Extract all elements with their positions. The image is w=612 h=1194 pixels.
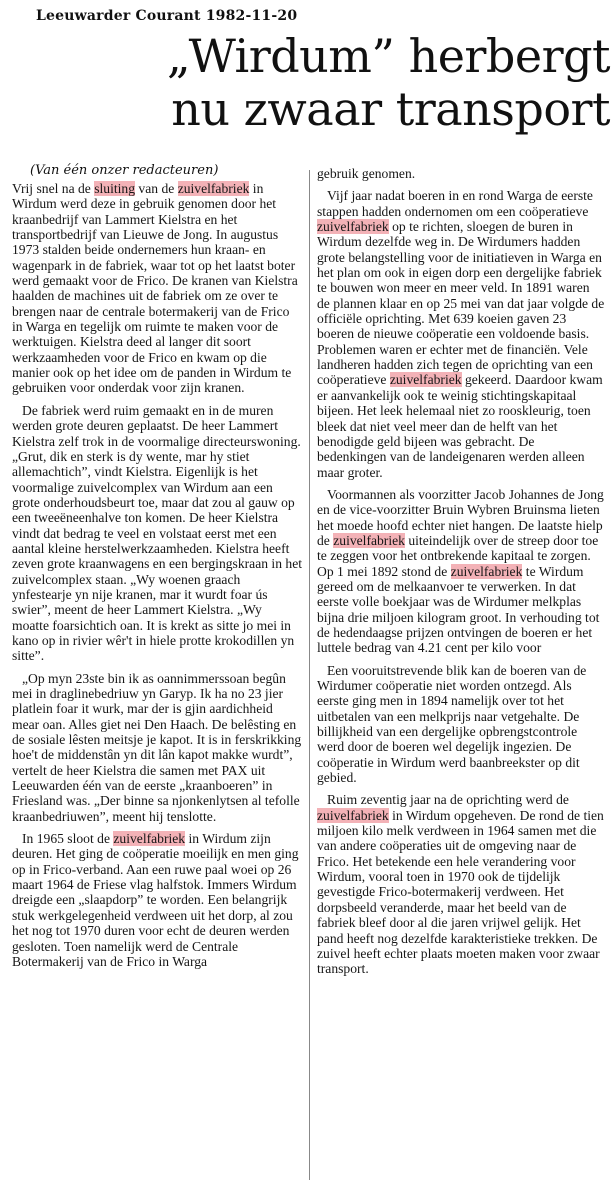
highlighted-term: zuivelfabriek: [450, 563, 523, 579]
highlighted-term: zuivelfabriek: [317, 219, 389, 235]
paragraph: Een vooruitstrevende blik kan de boeren van de Wirdumer coöperatie niet worden ontzegd. Als eerste ging men in 1894 namelijk over tot het uitbetalen van een melkprijs naar vetgehalte. De billijkheid van een dergelijke opbrengstcontrole werd door de boeren wel degelijk ingezien. De coöperatie in Wirdum werd baanbreekster op dit gebied.: [317, 662, 587, 786]
left-column: [12, 181, 302, 976]
highlighted-term: zuivelfabriek: [113, 831, 186, 847]
column-divider: [309, 170, 310, 1180]
paragraph: gebruik genomen.: [317, 166, 416, 181]
highlighted-term: zuivelfabriek: [389, 372, 462, 388]
paragraph: Vijf jaar nadat boeren in en rond Warga de eerste stappen hadden ondernomen om een coöperatieve zuivelfabriek op te richten, sloegen de buren in Wirdum dezelfde weg in. De Wirdumers hadden grote belangstelling voor de initiatieven in Warga en het plan om ook in eigen dorp een dergelijke fabriek te bouwen won meer en meer veld. In 1891 waren de plannen klaar en op 25 mei van dat jaar volgde de officiële oprichting. Met 639 koeien gaven 23 boeren de nieuwe coöperatie een voldoende basis. Problemen waren er echter met de financiën. Vele landheren hadden zich tegen de oprichting van een coöperatieve zuivelfabriek gekeerd. Daardoor kwam er aanvankelijk ook te weinig stichtingskapitaal bijeen. Het leek helemaal niet zo rooskleurig, toen bleek dat niet veel meer dan de helft van het benodigde geld bijeen was gebracht. De bedenkingen van de landeigenaren werden alleen maar groter.: [317, 188, 605, 480]
source-line: Leeuwarder Courant 1982-11-20: [36, 8, 298, 24]
headline: [10, 30, 610, 136]
paragraph: In 1965 sloot de zuivelfabriek in Wirdum zijn deuren. Het ging de coöperatie moeilijk en men ging op in Frico-verband. Aan een ruwe paal woei op 26 maart 1964 de Friese vlag halfstok. Immers Wirdum dreigde een „slaapdorp” te worden. Een belangrijk stuk werkgelegenheid verdween uit het dorp, al zou het nog tot 1970 duren voor echt de deuren werden gesloten. Toen namelijk werd de Centrale Botermakerij van de Frico in Warga: [12, 831, 299, 969]
paragraph: De fabriek werd ruim gemaakt en in de muren werden grote deuren geplaatst. De heer Lammert Kielstra zelf trok in de voormalige directeurswoning. „Grut, dik en sterk is dy wente, mar hy stiet allemachtich”, vindt Kielstra. Eigenlijk is het voormalige zuivelcomplex van Wirdum aan een grote onderhoudsbeurt toe, maar dat zou al gauw op een tweeëneenhalve ton komen. De heer Kielstra vindt dat bedrag te veel en volstaat eerst met een aantal kleine herstelwerkzaamheden. Kielstra heeft zeven grote kraanwagens en een bergingskraan in het zuivelcomplex staan. „Wy woenen graach ynfestearje yn nije kranen, mar it wurdt foar ús swier”, meent de heer Lammert Kielstra. „Wy moatte foarsichtich oan. It is krekt as sitte jo mei in kano op in rivier wêr't in hiele protte krokodillen yn sitte”.: [12, 402, 303, 664]
headline-line-1: „Wirdum” herbergt: [166, 29, 610, 83]
paragraph: Ruim zeventig jaar na de oprichting werd de zuivelfabriek in Wirdum opgeheven. De rond de tien miljoen kilo melk verdween in 1964 samen met die van andere coöperaties uit de omgeving naar de Frico. Het betekende een hele verandering voor Wirdum, vooral toen in 1970 ook de tijdelijk gevestigde Frico-botermakerij verdween. Het dorpsbeeld veranderde, maar het beeld van de fabriek bleef door al die jaren vrijwel gelijk. Het pand heeft nog dezelfde karakteristieke trekken. De zuivel heeft echter plaats moeten maken voor zwaar transport.: [317, 792, 604, 977]
highlighted-term: zuivelfabriek: [333, 532, 405, 548]
byline: (Van één onzer redacteuren): [30, 163, 219, 178]
paragraph: Voormannen als voorzitter Jacob Johannes de Jong en de vice-voorzitter Bruin Wybren Bruinsma lieten het moede hoofd echter niet hangen. De laatste hielp de zuivelfabriek uiteindelijk over de streep door toe te zeggen voor het ontbrekende kapitaal te zorgen. Op 1 mei 1892 stond de zuivelfabriek te Wirdum gereed om de melkaanvoer te verwerken. In dat eerste volle boekjaar was de Wirdumer melkplas bijna drie miljoen kilogram groot. In verhouding tot de hedendaagse prijzen ontvingen de boeren er het luttele bedrag van 4.21 cent per kilo voor: [317, 486, 604, 656]
highlighted-term: zuivelfabriek: [317, 807, 389, 823]
paragraph: Vrij snel na de sluiting van de zuivelfabriek in Wirdum werd deze in gebruik genomen door het kraanbedrijf van Lammert Kielstra en het transportbedrijf van Lieuwe de Jong. In augustus 1973 stalden beide ondernemers hun kraan- en wagenpark in de fabriek, waar tot op het laatst boter werd gemaakt voor de Frico. De kranen van Kielstra haalden de machines uit de fabriek om ze over te brengen naar de centrale botermakerij van de Frico in Warga en tegelijk om ruimte te maken voor de werktuigen. Kielstra deed al langer dit soort werkzaamheden voor de Frico en kwam op die manier ook op het idee om de panden in Wirdum te gebruiken voor onderdak voor zijn kranen.: [12, 181, 298, 396]
paragraph: „Op myn 23ste bin ik as oannimmerssoan begûn mei in draglinebedriuw yn Garyp. Ik ha no 23 jier platlein foar it wurk, mar der is gjin aardichheid mear oan. Alles giet nei Den Haach. De belêsting en de sosiale lêsten meitsje je kapot. It is in ferskrikking hoe't de middenstân yn dit lân kapot makke wurdt”, vertelt de heer Kielstra die samen met PAX uit Leeuwarden één van de eerste „kraanboeren” in Friesland was. „Der binne sa njonkenlytsen al tefolle kraanbedriuwen”, meent hij tenslotte.: [12, 670, 302, 824]
highlighted-term: sluiting: [94, 181, 136, 196]
headline-line-2: nu zwaar transport: [171, 82, 610, 136]
highlighted-term: zuivelfabriek: [177, 181, 250, 196]
right-column: [317, 166, 605, 984]
